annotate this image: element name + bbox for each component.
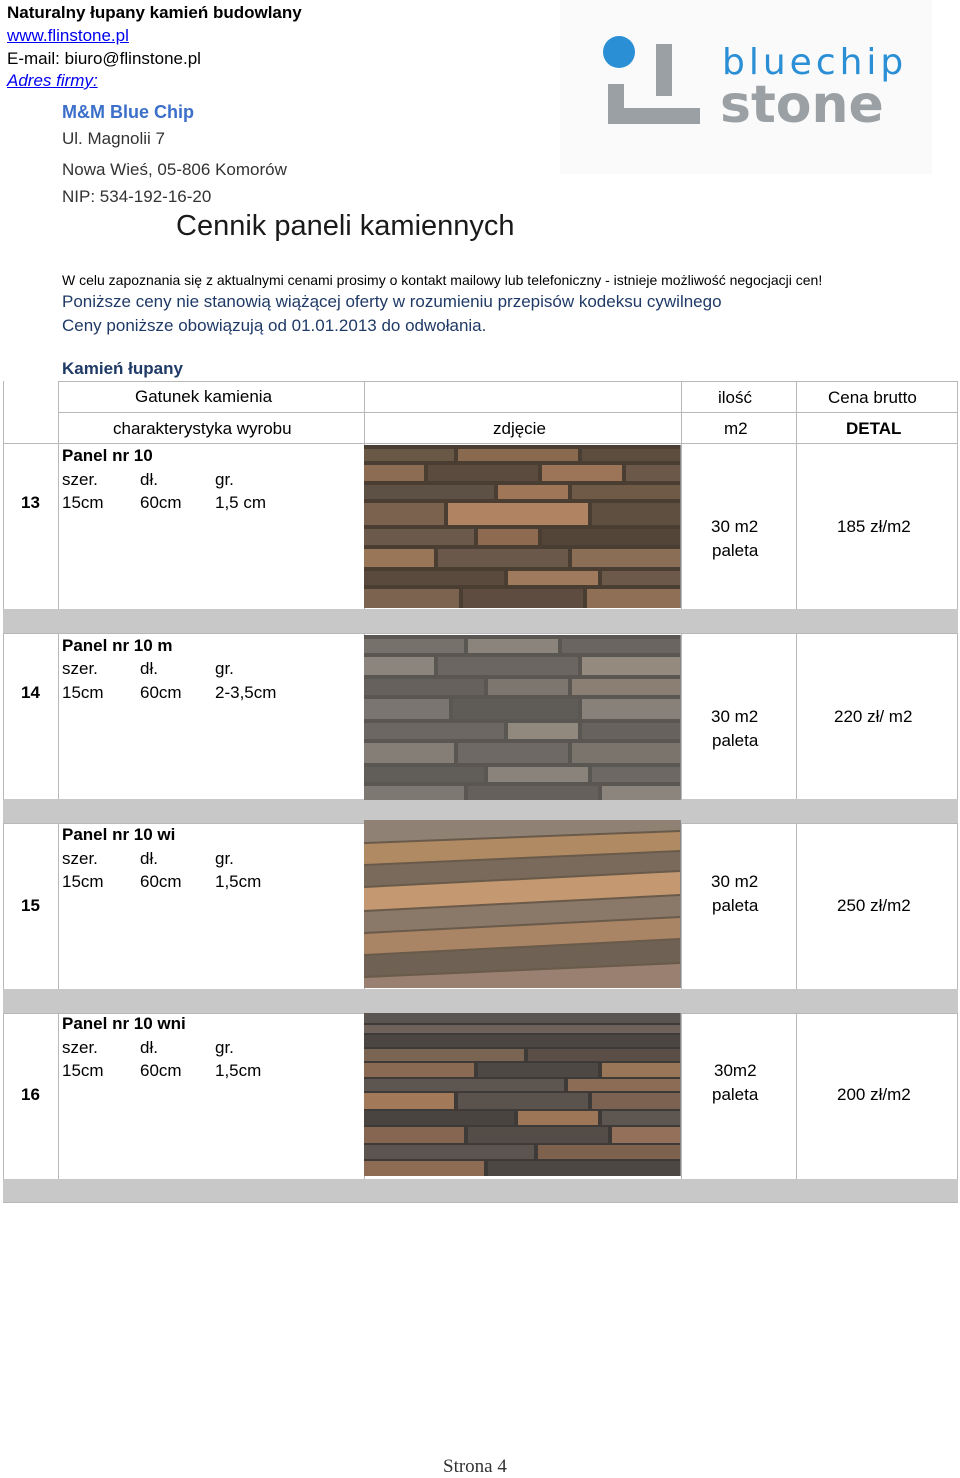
product-name: Panel nr 10 m xyxy=(62,636,173,655)
dim-szer: 15cm xyxy=(62,872,104,891)
dim-label-dl: dł. xyxy=(140,849,158,868)
col-header-unit: m2 xyxy=(724,419,748,438)
stone-panel-photo xyxy=(364,1013,681,1176)
page-number: Strona 4 xyxy=(443,1456,507,1477)
website-link[interactable]: www.flinstone.pl xyxy=(7,26,129,45)
col-header-cena: Cena brutto xyxy=(828,388,917,407)
dim-label-gr: gr. xyxy=(215,849,234,868)
quantity: 30 m2 xyxy=(711,517,759,536)
dim-dl: 60cm xyxy=(140,1061,182,1080)
street-address: Ul. Magnolii 7 xyxy=(62,129,165,148)
contact-note: W celu zapoznania się z aktualnymi cenami prosimy o kontakt mailowy lub telefoniczny - istnieje możliwość negocjacji cen! xyxy=(62,272,823,288)
dim-label-szer: szer. xyxy=(62,1038,98,1057)
validity-note: Ceny poniższe obowiązują od 01.01.2013 do odwołania. xyxy=(62,316,487,335)
dim-dl: 60cm xyxy=(140,872,182,891)
dim-dl: 60cm xyxy=(140,493,182,512)
nip-number: NIP: 534-192-16-20 xyxy=(62,187,212,206)
quantity: 30 m2 xyxy=(711,872,759,891)
dim-label-gr: gr. xyxy=(215,1038,234,1057)
stone-panel-photo xyxy=(364,445,681,608)
dim-label-szer: szer. xyxy=(62,849,98,868)
price: 250 zł/m2 xyxy=(837,896,911,915)
quantity: 30 m2 xyxy=(711,707,759,726)
dim-szer: 15cm xyxy=(62,493,104,512)
dim-label-dl: dł. xyxy=(140,470,158,489)
company-tagline: Naturalny łupany kamień budowlany xyxy=(7,3,302,22)
page-title: Cennik paneli kamiennych xyxy=(176,210,515,242)
product-name: Panel nr 10 xyxy=(62,446,153,465)
col-header-gatunek: Gatunek kamienia xyxy=(135,387,273,406)
dim-szer: 15cm xyxy=(62,683,104,702)
dim-gr: 1,5cm xyxy=(215,1061,262,1080)
email-line: E-mail: biuro@flinstone.pl xyxy=(7,49,201,68)
col-header-ilosc: ilość xyxy=(718,388,753,407)
city-address: Nowa Wieś, 05-806 Komorów xyxy=(62,160,287,179)
price: 220 zł/ m2 xyxy=(834,707,913,726)
dim-szer: 15cm xyxy=(62,1061,104,1080)
dim-label-gr: gr. xyxy=(215,659,234,678)
packaging: paleta xyxy=(712,731,759,750)
stone-panel-photo xyxy=(364,820,681,988)
bluechip-stone-logo xyxy=(560,0,932,174)
dim-label-szer: szer. xyxy=(62,470,98,489)
price: 185 zł/m2 xyxy=(837,517,911,536)
quantity: 30m2 xyxy=(714,1061,757,1080)
col-header-zdjecie: zdjęcie xyxy=(493,419,546,438)
row-number: 14 xyxy=(21,683,40,702)
row-number: 16 xyxy=(21,1085,40,1104)
dim-gr: 1,5 cm xyxy=(215,493,267,512)
dim-label-gr: gr. xyxy=(215,470,234,489)
disclaimer-note: Poniższe ceny nie stanowią wiążącej oferty w rozumieniu przepisów kodeksu cywilnego xyxy=(62,292,722,311)
address-label[interactable]: Adres firmy: xyxy=(7,71,98,90)
logo-top-text: bluechip xyxy=(722,42,908,83)
col-header-charakterystyka: charakterystyka wyrobu xyxy=(113,419,292,438)
dim-gr: 2-3,5cm xyxy=(215,683,277,702)
logo-bottom-text: stone xyxy=(720,75,884,135)
packaging: paleta xyxy=(712,896,759,915)
row-number: 15 xyxy=(21,896,40,915)
product-name: Panel nr 10 wni xyxy=(62,1014,186,1033)
stone-panel-photo xyxy=(364,635,681,800)
dim-dl: 60cm xyxy=(140,683,182,702)
dim-label-dl: dł. xyxy=(140,1038,158,1057)
section-title: Kamień łupany xyxy=(62,359,183,378)
packaging: paleta xyxy=(712,1085,759,1104)
product-name: Panel nr 10 wi xyxy=(62,825,176,844)
dim-label-dl: dł. xyxy=(140,659,158,678)
packaging: paleta xyxy=(712,541,759,560)
col-header-detal: DETAL xyxy=(846,419,902,438)
dim-gr: 1,5cm xyxy=(215,872,262,891)
dim-label-szer: szer. xyxy=(62,659,98,678)
price: 200 zł/m2 xyxy=(837,1085,911,1104)
row-number: 13 xyxy=(21,493,40,512)
company-name: M&M Blue Chip xyxy=(62,102,194,122)
